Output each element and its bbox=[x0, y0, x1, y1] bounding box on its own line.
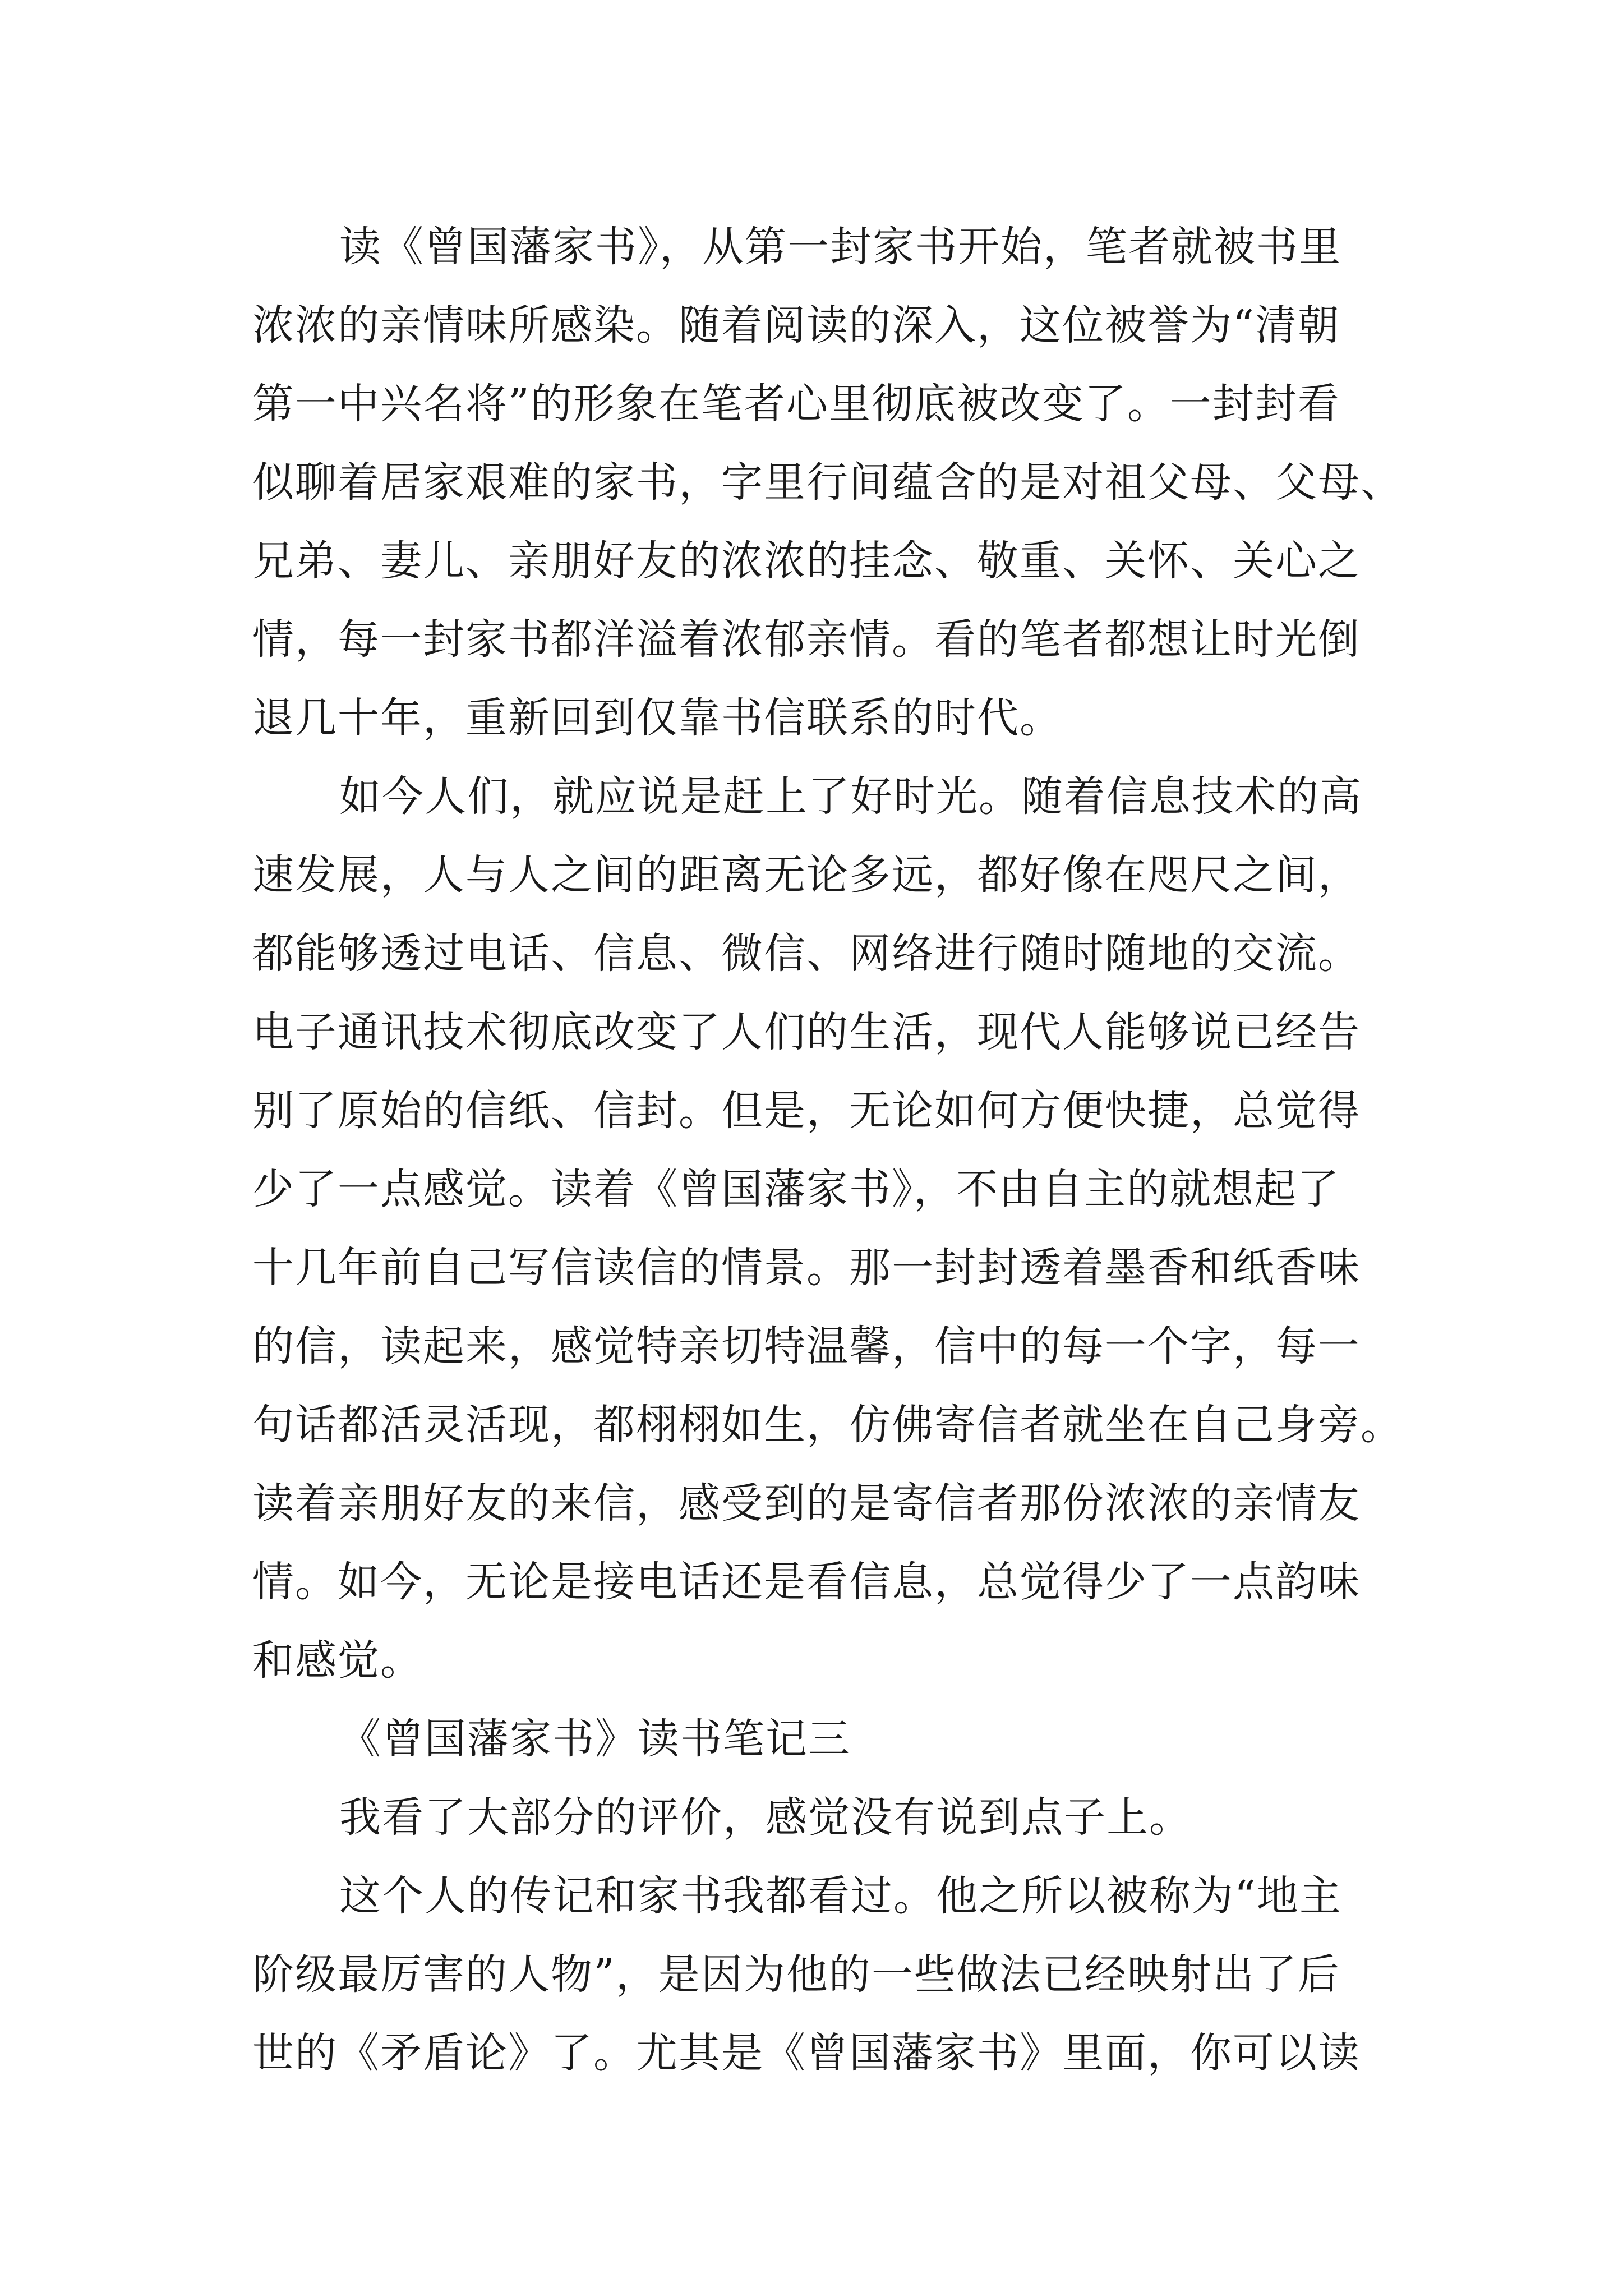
text-line: 电子通讯技术彻底改变了人们的生活，现代人能够说已经告 bbox=[252, 1008, 1361, 1056]
text-line: 我看了大部分的评价，感觉没有说到点子上。 bbox=[339, 1793, 1192, 1842]
text-line: 读《曾国藩家书》，从第一封家书开始，笔者就被书里 bbox=[339, 223, 1341, 271]
text-line: 兄弟、妻儿、亲朋好友的浓浓的挂念、敬重、关怀、关心之 bbox=[252, 537, 1361, 585]
text-line: 情。如今，无论是接电话还是看信息，总觉得少了一点韵味 bbox=[252, 1558, 1361, 1606]
section-heading: 《曾国藩家书》读书笔记三 bbox=[339, 1715, 851, 1763]
text-line: 的信，读起来，感觉特亲切特温馨，信中的每一个字，每一 bbox=[252, 1322, 1361, 1370]
text-line: 少了一点感觉。读着《曾国藩家书》，不由自主的就想起了 bbox=[252, 1165, 1340, 1213]
text-line: 十几年前自己写信读信的情景。那一封封透着墨香和纸香味 bbox=[252, 1244, 1361, 1292]
text-line: 别了原始的信纸、信封。但是，无论如何方便快捷，总觉得 bbox=[252, 1087, 1361, 1135]
text-line: 情，每一封家书都洋溢着浓郁亲情。看的笔者都想让时光倒 bbox=[252, 615, 1361, 664]
text-line: 句话都活灵活现，都栩栩如生，仿佛寄信者就坐在自己身旁。 bbox=[252, 1401, 1403, 1449]
text-line: 都能够透过电话、信息、微信、网络进行随时随地的交流。 bbox=[252, 930, 1361, 978]
text-line: 似聊着居家艰难的家书，字里行间蕴含的是对祖父母、父母、 bbox=[252, 458, 1403, 507]
text-line: 第一中兴名将”的形象在笔者心里彻底被改变了。一封封看 bbox=[252, 380, 1340, 428]
text-line: 退几十年，重新回到仅靠书信联系的时代。 bbox=[252, 694, 1062, 742]
text-line: 和感觉。 bbox=[252, 1636, 423, 1685]
text-line: 读着亲朋好友的来信，感受到的是寄信者那份浓浓的亲情友 bbox=[252, 1479, 1361, 1527]
text-line: 阶级最厉害的人物”，是因为他的一些做法已经映射出了后 bbox=[252, 1950, 1340, 1999]
text-line: 如今人们，就应说是赶上了好时光。随着信息技术的高 bbox=[339, 772, 1362, 821]
text-line: 浓浓的亲情味所感染。随着阅读的深入，这位被誉为“清朝 bbox=[252, 301, 1340, 349]
text-line: 世的《矛盾论》了。尤其是《曾国藩家书》里面，你可以读 bbox=[252, 2029, 1361, 2077]
text-line: 这个人的传记和家书我都看过。他之所以被称为“地主 bbox=[339, 1872, 1342, 1920]
text-line: 速发展，人与人之间的距离无论多远，都好像在咫尺之间， bbox=[252, 851, 1361, 899]
